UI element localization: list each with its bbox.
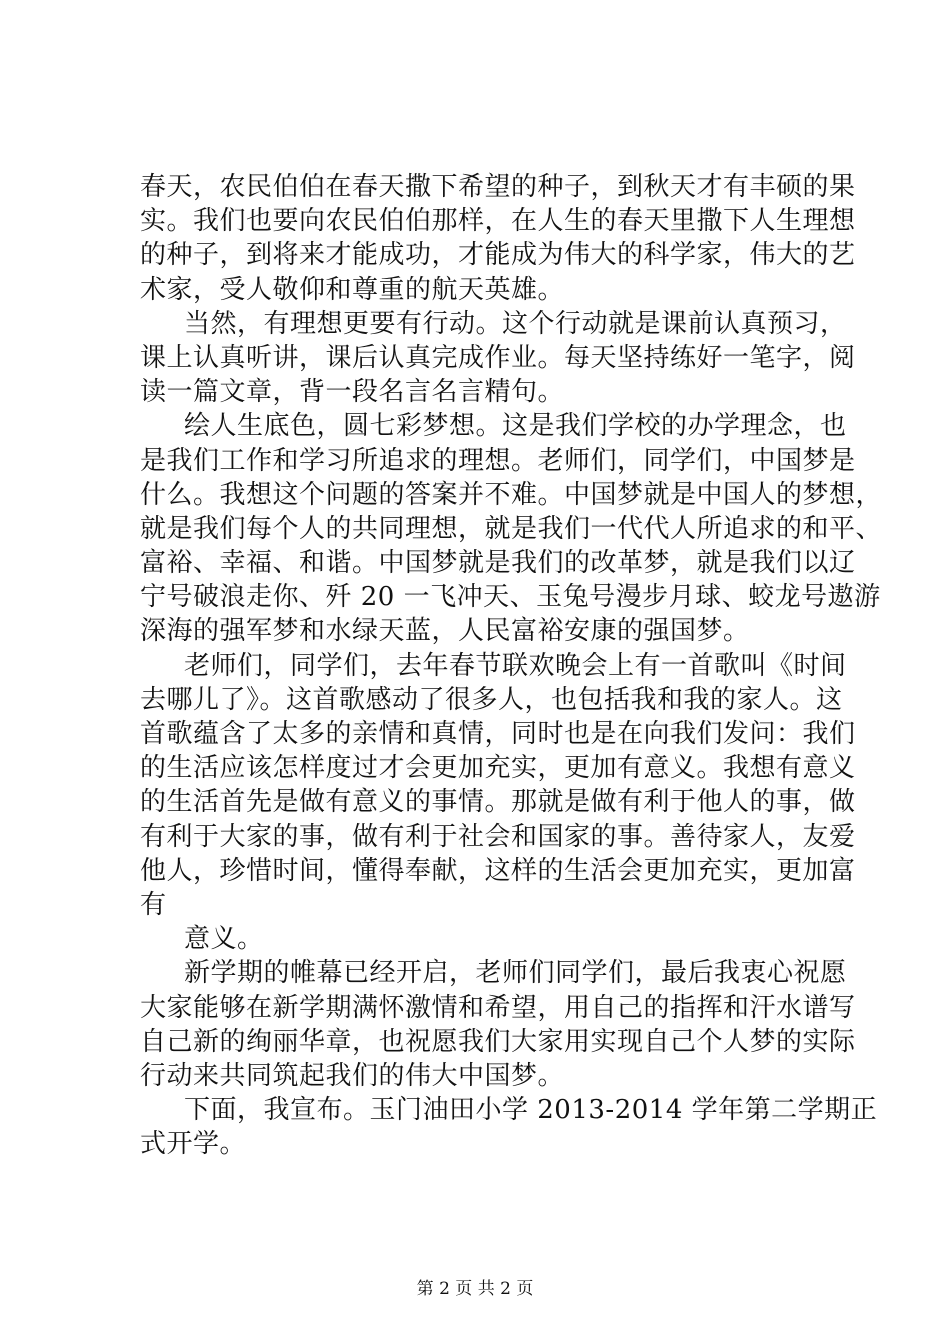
text-line: 富裕、幸福、和谐。中国梦就是我们的改革梦，就是我们以辽 — [140, 548, 856, 579]
text-line: 术家，受人敬仰和尊重的航天英雄。 — [140, 274, 565, 305]
text-line: 他人，珍惜时间，懂得奉献，这样的生活会更加充实，更加富 — [140, 855, 856, 886]
text-line: 大家能够在新学期满怀激情和希望，用自己的指挥和汗水谱写 — [140, 992, 856, 1023]
text-line: 式开学。 — [140, 1129, 247, 1160]
text-line: 深海的强军梦和水绿天蓝，人民富裕安康的强国梦。 — [140, 616, 750, 647]
text-line: 意义。 — [184, 924, 264, 955]
text-line: 老师们，同学们，去年春节联欢晚会上有一首歌叫《时间 — [184, 650, 847, 681]
text-line: 有利于大家的事，做有利于社会和国家的事。善待家人，友爱 — [140, 821, 856, 852]
text-line: 新学期的帷幕已经开启，老师们同学们，最后我衷心祝愿 — [184, 958, 847, 989]
page-footer: 第 2 页 共 2 页 — [416, 1279, 534, 1299]
text-line: 的生活首先是做有意义的事情。那就是做有利于他人的事，做 — [140, 787, 856, 818]
text-line: 下面，我宣布。玉门油田小学 2013-2014 学年第二学期正 — [184, 1095, 878, 1126]
text-line: 宁号破浪走你、歼 20 一飞冲天、玉兔号漫步月球、蛟龙号遨游 — [140, 582, 881, 613]
text-line: 的种子，到将来才能成功，才能成为伟大的科学家，伟大的艺 — [140, 240, 856, 271]
text-line: 去哪儿了》。这首歌感动了很多人，也包括我和我的家人。这 — [140, 684, 843, 715]
text-line: 有 — [140, 889, 167, 920]
text-line: 什么。我想这个问题的答案并不难。中国梦就是中国人的梦想， — [140, 479, 883, 510]
text-line: 课上认真听讲，课后认真完成作业。每天坚持练好一笔字，阅 — [140, 342, 856, 373]
text-line: 行动来共同筑起我们的伟大中国梦。 — [140, 1060, 565, 1091]
text-line: 的生活应该怎样度过才会更加充实，更加有意义。我想有意义 — [140, 753, 856, 784]
text-line: 自己新的绚丽华章，也祝愿我们大家用实现自己个人梦的实际 — [140, 1026, 856, 1057]
text-line: 读一篇文章，背一段名言名言精句。 — [140, 377, 565, 408]
text-line: 就是我们每个人的共同理想，就是我们一代代人所追求的和平、 — [140, 513, 883, 544]
text-line: 首歌蕴含了太多的亲情和真情，同时也是在向我们发问：我们 — [140, 719, 856, 749]
text-line: 当然，有理想更要有行动。这个行动就是课前认真预习， — [184, 308, 847, 339]
text-line: 是我们工作和学习所追求的理想。老师们，同学们，中国梦是 — [140, 445, 856, 476]
text-line: 实。我们也要向农民伯伯那样，在人生的春天里撒下人生理想 — [140, 206, 856, 237]
document-body — [140, 170, 883, 1161]
text-line: 春天，农民伯伯在春天撒下希望的种子，到秋天才有丰硕的果 — [140, 172, 856, 202]
text-line: 绘人生底色，圆七彩梦想。这是我们学校的办学理念，也 — [184, 411, 847, 442]
